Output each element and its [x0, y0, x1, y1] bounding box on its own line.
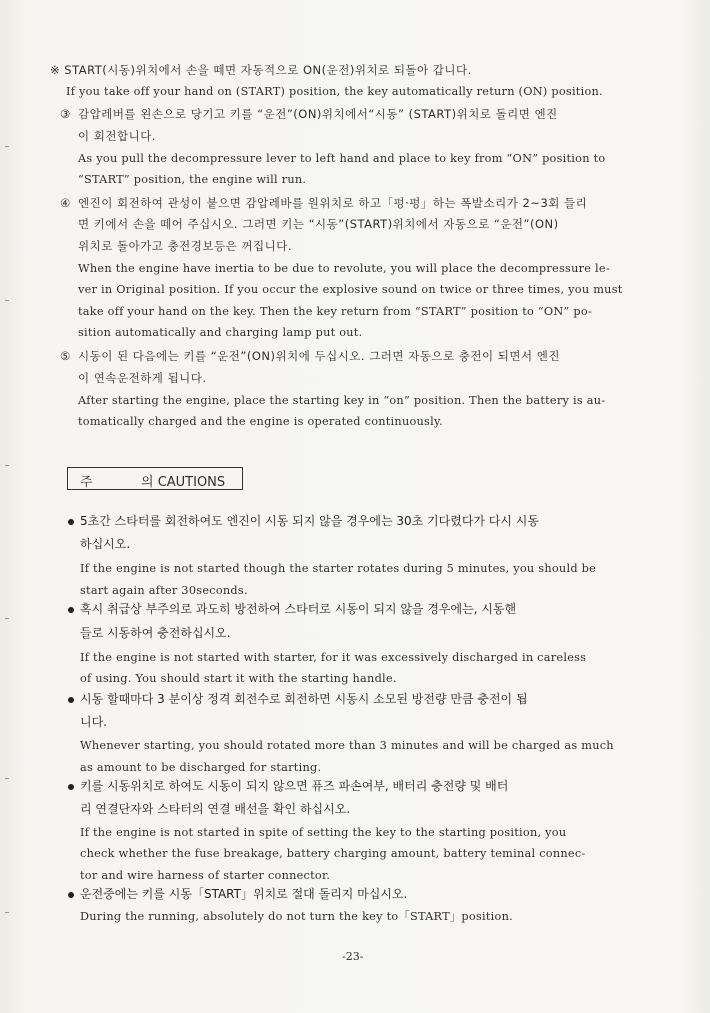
- caution-1-korean-line-2: 하십시오.: [80, 537, 131, 551]
- step-3-korean-line-2: 이 회전합니다.: [78, 129, 156, 143]
- step-4-english-line-1: When the engine have inertia to be due to revolute, you will place the decompressure le-: [78, 262, 610, 275]
- caution-bullet: [68, 692, 80, 707]
- step-5-korean-line-1: 시동이 된 다음에는 키를 “운전”(ON)위치에 두십시오. 그러면 자동으로 충전이 되면서 엔진: [78, 349, 560, 363]
- caution-5-english-line-1: During the running, absolutely do not turn the key to「START」position.: [80, 910, 513, 923]
- step-number: ⑤: [60, 349, 71, 363]
- caution-bullet: [68, 779, 80, 794]
- step-3-english-line-1: As you pull the decompressure lever to left hand and place to key from “ON” position to: [78, 152, 606, 165]
- step-4-english-line-4: sition automatically and charging lamp put out.: [78, 326, 363, 339]
- caution-2-korean-line-1: 혹시 취급상 부주의로 과도히 방전하여 스타터로 시동이 되지 않을 경우에는, 시동핸: [80, 602, 517, 616]
- step-4-english-line-2: ver in Original position. If you occur the explosive sound on twice or three times, you must: [78, 283, 623, 296]
- scan-mark: [5, 618, 9, 619]
- caution-1-korean-line-1: 5초간 스타터를 회전하여도 엔진이 시동 되지 않을 경우에는 30초 기다렸다가 다시 시동: [80, 514, 539, 528]
- step-number: ③: [60, 107, 71, 121]
- caution-bullet: [68, 887, 80, 902]
- step-4-korean-line-3: 위치로 돌아가고 충전경보등은 꺼집니다.: [78, 239, 292, 253]
- step-5-korean-line-2: 이 연속운전하게 됩니다.: [78, 371, 207, 385]
- step-number: ④: [60, 196, 71, 210]
- step-4-korean-line-2: 면 키에서 손을 떼어 주십시오. 그러면 키는 “시동”(START)위치에서 자동으로 “운전”(ON): [78, 217, 559, 231]
- caution-1-english-line-1: If the engine is not started though the starter rotates during 5 minutes, you should be: [80, 562, 597, 575]
- caution-4-english-line-3: tor and wire harness of starter connector.: [80, 869, 331, 882]
- page-number: -23-: [342, 950, 364, 963]
- caution-4-english-line-2: check whether the fuse breakage, battery charging amount, battery teminal connec-: [80, 847, 586, 860]
- caution-2-english-line-2: of using. You should start it with the starting handle.: [80, 672, 397, 685]
- caution-4-english-line-1: If the engine is not started in spite of setting the key to the starting position, you: [80, 826, 567, 839]
- step-3-english-line-2: “START” position, the engine will run.: [78, 173, 307, 186]
- step-3-korean-line-1: 감압레버를 왼손으로 당기고 키를 “운전”(ON)위치에서“시동” (START)위치로 돌리면 엔진: [78, 107, 558, 121]
- caution-1-english-line-2: start again after 30seconds.: [80, 584, 248, 597]
- caution-3-english-line-1: Whenever starting, you should rotated more than 3 minutes and will be charged as much: [80, 739, 614, 752]
- cautions-header-title: 의 CAUTIONS: [141, 475, 226, 490]
- caution-2-korean-line-2: 들로 시동하여 충전하십시오.: [80, 626, 231, 640]
- note-korean: ※ START(시동)위치에서 손을 떼면 자동적으로 ON(운전)위치로 되돌아 갑니다.: [50, 63, 472, 77]
- step-4-korean-line-1: 엔진이 회전하여 관성이 붙으면 감압레바를 원위치로 하고「펑·펑」하는 폭발소리가 2~3회 들리: [78, 196, 588, 210]
- caution-3-korean-line-1: 시동 할때마다 3 분이상 정격 회전수로 회전하면 시동시 소모된 방전량 만큼 충전이 됩: [80, 692, 528, 706]
- caution-4-korean-line-2: 리 연결단자와 스타터의 연결 배선을 확인 하십시오.: [80, 802, 351, 816]
- scan-mark: [5, 912, 9, 913]
- caution-bullet: [68, 514, 80, 529]
- caution-3-english-line-2: as amount to be discharged for starting.: [80, 761, 322, 774]
- caution-5-korean-line-1: 운전중에는 키를 시동「START」위치로 절대 돌리지 마십시오.: [80, 887, 408, 901]
- step-5-english-line-1: After starting the engine, place the starting key in “on” position. Then the battery is au-: [78, 394, 606, 407]
- note-english: If you take off your hand on (START) position, the key automatically return (ON) position.: [66, 85, 603, 98]
- scan-mark: [5, 146, 9, 147]
- caution-bullet: [68, 602, 80, 617]
- cautions-header-korean: 주: [80, 475, 93, 490]
- step-5-english-line-2: tomatically charged and the engine is operated continuously.: [78, 415, 443, 428]
- caution-3-korean-line-2: 니다.: [80, 715, 107, 729]
- scan-mark: [5, 778, 9, 779]
- caution-2-english-line-1: If the engine is not started with starter, for it was excessively discharged in careless: [80, 651, 587, 664]
- scan-mark: [5, 300, 9, 301]
- scan-mark: [5, 465, 9, 466]
- step-4-english-line-3: take off your hand on the key. Then the key return from “START” position to “ON” po-: [78, 305, 593, 318]
- caution-4-korean-line-1: 키를 시동위치로 하여도 시동이 되지 않으면 퓨즈 파손여부, 배터리 충전량 및 배터: [80, 779, 509, 793]
